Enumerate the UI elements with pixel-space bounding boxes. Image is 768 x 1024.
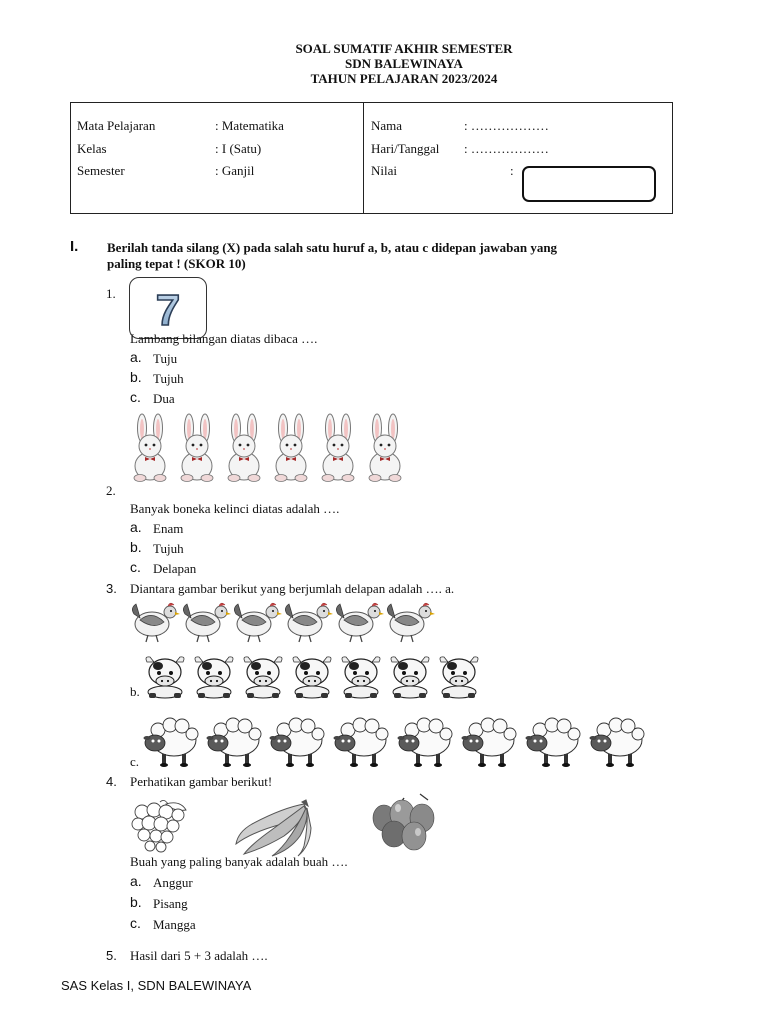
q4-option-b-letter: b.: [130, 894, 142, 910]
q4-option-a-text[interactable]: Anggur: [153, 875, 193, 890]
sheep-icon: [398, 718, 453, 767]
rabbit-icon: [228, 414, 260, 482]
q4-option-a-letter: a.: [130, 873, 142, 889]
rabbit-icon: [181, 414, 213, 482]
q5-number: 5.: [106, 948, 117, 963]
sheep-row: [144, 716, 654, 770]
semester-value: : Ganjil: [215, 163, 255, 178]
q3-number: 3.: [106, 581, 117, 596]
q4-option-c-text[interactable]: Mangga: [153, 917, 196, 932]
name-field[interactable]: : ………………: [464, 118, 549, 133]
section-instruction-line1: Berilah tanda silang (X) pada salah satu huruf a, b, atau c didepan jawaban yang: [107, 240, 558, 255]
date-field[interactable]: : ………………: [464, 141, 549, 156]
mangoes-icon: [370, 792, 440, 854]
hen-icon: [285, 603, 333, 642]
section-number: I.: [70, 238, 79, 255]
rabbit-icon: [322, 414, 354, 482]
q2-option-a-text[interactable]: Enam: [153, 521, 184, 536]
q3-option-b-letter[interactable]: b.: [130, 684, 140, 699]
sheep-icon: [334, 718, 389, 767]
info-table-divider: [363, 102, 364, 214]
sheep-icon: [526, 718, 581, 767]
name-label: Nama: [371, 118, 403, 133]
q3-text: Diantara gambar berikut yang berjumlah delapan adalah …. a.: [130, 581, 455, 596]
rabbit-icon: [134, 414, 166, 482]
rabbit-icon: [275, 414, 307, 482]
q4-number: 4.: [106, 774, 117, 789]
school-year: TAHUN PELAJARAN 2023/2024: [310, 71, 498, 86]
rabbit-icon: [369, 414, 401, 482]
q5-text: Hasil dari 5 + 3 adalah ….: [130, 948, 268, 963]
q2-option-c-letter: c.: [130, 559, 141, 575]
q4-text: Perhatikan gambar berikut!: [130, 774, 273, 789]
sheep-icon: [144, 718, 199, 767]
svg-text:7: 7: [155, 286, 181, 335]
page-footer: SAS Kelas I, SDN BALEWINAYA: [61, 978, 252, 993]
q1-option-b-letter: b.: [130, 369, 142, 385]
cow-icon: [440, 657, 478, 698]
q4-option-b-text[interactable]: Pisang: [153, 896, 188, 911]
q1-number-card: [129, 277, 207, 339]
sheep-icon: [270, 718, 325, 767]
q2-option-b-letter: b.: [130, 539, 142, 555]
q1-option-a-letter: a.: [130, 349, 142, 365]
score-colon: :: [510, 163, 514, 178]
class-label: Kelas: [77, 141, 107, 156]
sheep-icon: [462, 718, 517, 767]
date-label: Hari/Tanggal: [371, 141, 440, 156]
semester-label: Semester: [77, 163, 125, 178]
q1-option-b-text[interactable]: Tujuh: [153, 371, 184, 386]
q1-number: 1.: [106, 286, 116, 301]
q1-option-c-text[interactable]: Dua: [153, 391, 175, 406]
cow-icon: [146, 657, 184, 698]
sheep-icon: [590, 718, 645, 767]
q2-number: 2.: [106, 483, 116, 498]
q1-option-c-letter: c.: [130, 389, 141, 405]
q4-option-c-letter: c.: [130, 915, 141, 931]
school-name: SDN BALEWINAYA: [345, 56, 463, 71]
q2-option-a-letter: a.: [130, 519, 142, 535]
bananas-icon: [232, 798, 312, 856]
q2-option-b-text[interactable]: Tujuh: [153, 541, 184, 556]
cow-icon: [342, 657, 380, 698]
q2-text: Banyak boneka kelinci diatas adalah ….: [130, 501, 340, 516]
q3-option-c-letter[interactable]: c.: [130, 754, 140, 769]
q1-text: Lambang bilangan diatas dibaca ….: [130, 331, 318, 346]
hen-row: [128, 600, 428, 644]
q4-question: Buah yang paling banyak adalah buah ….: [130, 854, 348, 869]
section-instruction-line2: paling tepat ! (SKOR 10): [107, 256, 246, 271]
hen-icon: [132, 603, 180, 642]
hen-icon: [234, 603, 282, 642]
q2-option-c-text[interactable]: Delapan: [153, 561, 197, 576]
score-label: Nilai: [371, 163, 397, 178]
rabbit-row: [130, 414, 410, 484]
cow-icon: [195, 657, 233, 698]
hen-icon: [387, 603, 435, 642]
subject-value: : Matematika: [215, 118, 284, 133]
grapes-icon: [130, 798, 192, 856]
cow-icon: [293, 657, 331, 698]
sheep-icon: [207, 718, 262, 767]
doc-title: SOAL SUMATIF AKHIR SEMESTER: [295, 41, 513, 56]
q1-option-a-text[interactable]: Tuju: [153, 351, 178, 366]
class-value: : I (Satu): [215, 141, 262, 156]
hen-icon: [336, 603, 384, 642]
score-box[interactable]: [522, 166, 656, 202]
cow-icon: [391, 657, 429, 698]
hen-icon: [183, 603, 231, 642]
subject-label: Mata Pelajaran: [77, 118, 156, 133]
cow-icon: [244, 657, 282, 698]
cow-row: [144, 654, 484, 700]
